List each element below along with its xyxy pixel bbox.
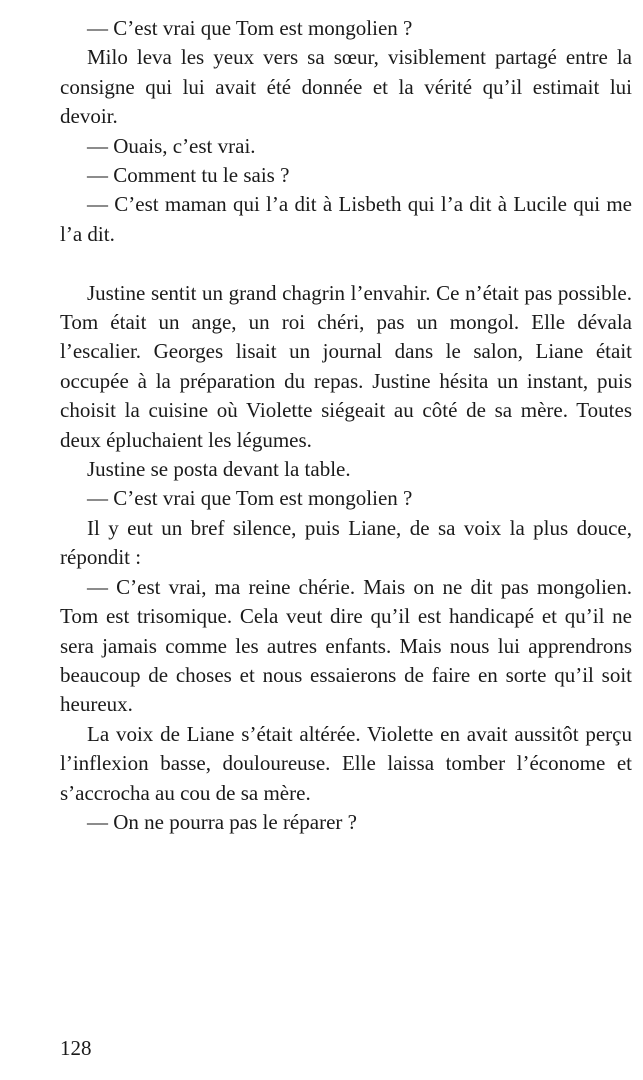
paragraph-silence: Il y eut un bref silence, puis Liane, de sa voix la plus douce, répondit : [60, 515, 632, 570]
paragraph-dialogue-2: — Ouais, c’est vrai. [87, 133, 256, 158]
paragraph-dialogue-6: — On ne pourra pas le réparer ? [87, 809, 357, 834]
paragraph-milo: Milo leva les yeux vers sa sœur, visiblement partagé entre la consigne qui lui avait été donnée et la vérité qu’il estimait lui devoir. [60, 45, 632, 129]
paragraph-dialogue-1: — C’est vrai que Tom est mongolien ? [87, 16, 413, 40]
paragraph-liane-voice: La voix de Liane s’était altérée. Violette en avait aussitôt perçu l’inflexion basse, douloureuse. Elle laissa tomber l’économe et s’accrocha au cou de sa mère. [60, 721, 632, 805]
page-number: 128 [60, 1036, 92, 1060]
paragraph-liane-answer: — C’est vrai, ma reine chérie. Mais on ne dit pas mongolien. Tom est trisomique. Cela veut dire qu’il est handicapé et qu’il ne sera jamais comme les autres enfants. Mais nous lui apprendrons beaucoup de choses et nous essaierons de faire en sorte qu’il soit heureux. [60, 574, 632, 717]
paragraph-justine-table: Justine se posta devant la table. [87, 457, 351, 482]
paragraph-dialogue-5: — C’est vrai que Tom est mongolien ? [87, 486, 413, 511]
paragraph-dialogue-3: — Comment tu le sais ? [87, 163, 290, 188]
page-body [60, 14, 632, 837]
paragraph-dialogue-4: — C’est maman qui l’a dit à Lisbeth qui l’a dit à Lucile qui me l’a dit. [60, 192, 632, 246]
section-break [60, 249, 632, 278]
paragraph-justine: Justine sentit un grand chagrin l’envahir. Ce n’était pas possible. Tom était un ange, un roi chéri, pas un mongol. Elle dévala l’escalier. Georges lisait un journal dans le salon, Liane était occupée à la préparation du repas. Justine hésita un instant, puis choisit la cuisine où Violette siégeait au côté de sa mère. Toutes deux épluchaient les légumes. [60, 280, 632, 452]
